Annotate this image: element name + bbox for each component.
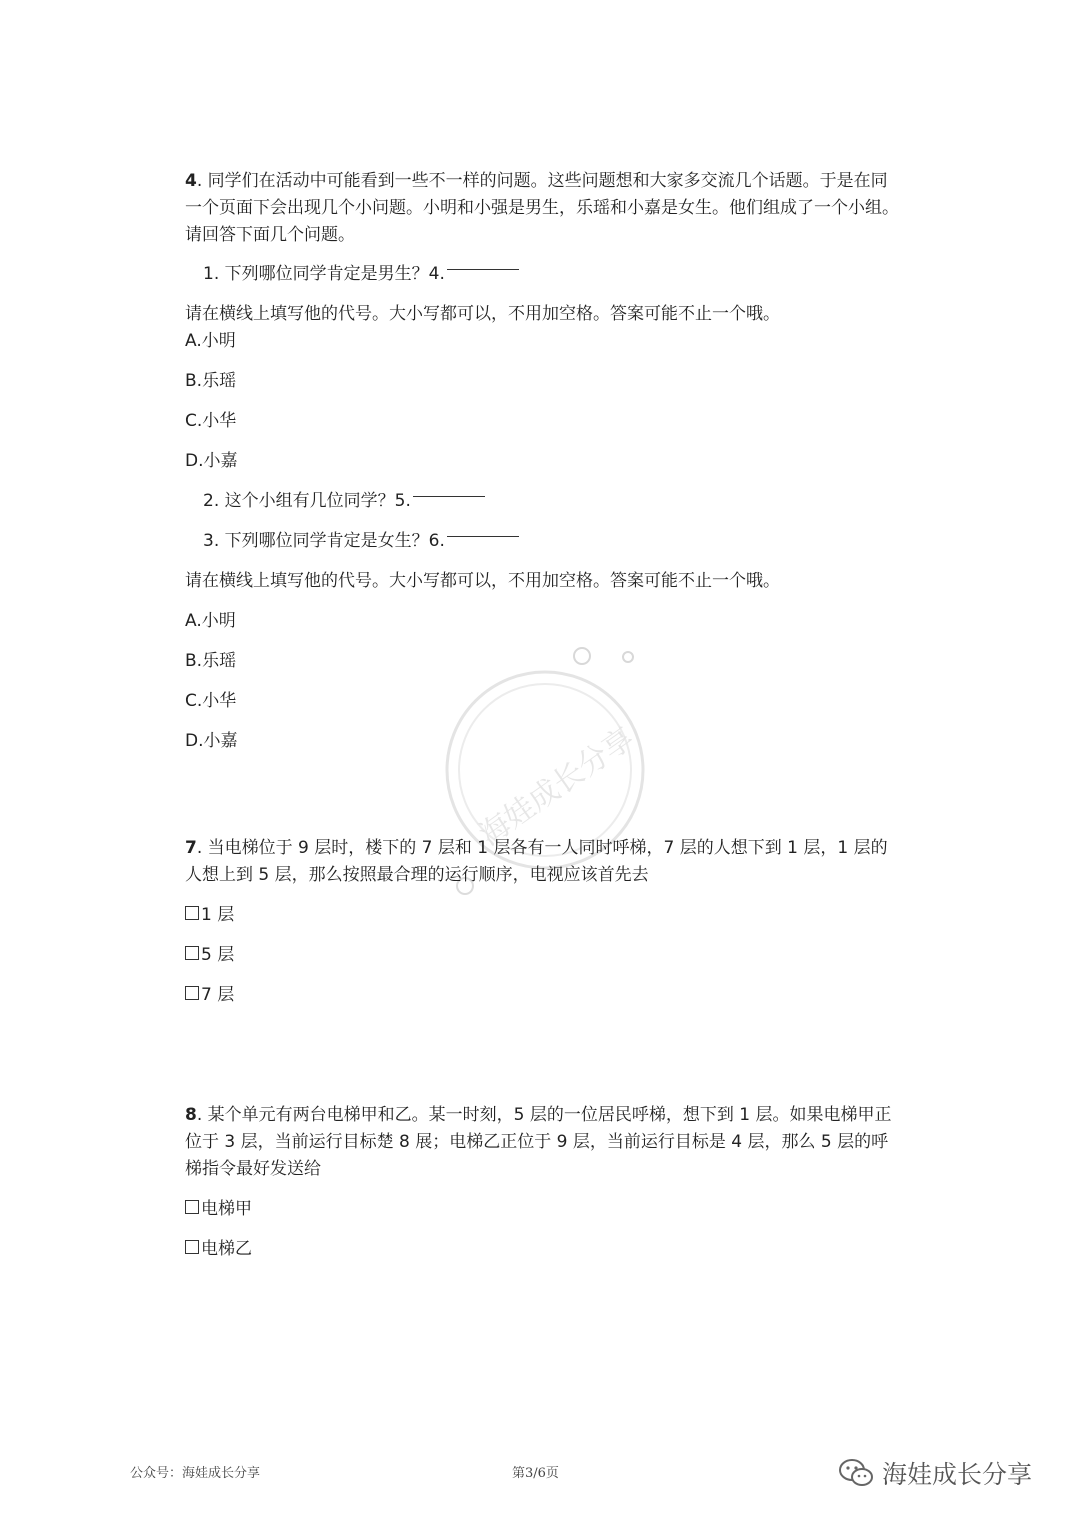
q8-option-1[interactable]: [185, 1198, 252, 1220]
q7-option-2-label: 5 层: [201, 945, 235, 965]
q7-option-1-label: 1 层: [201, 905, 235, 925]
q4-option-c1: C.小华: [185, 411, 237, 431]
q4-sub1-text: 1. 下列哪位同学肯定是男生？4.: [203, 264, 445, 284]
q4-sub2-blank[interactable]: [413, 496, 485, 497]
q4-sub3-blank[interactable]: [447, 536, 519, 537]
question-4-body: . 同学们在活动中可能看到一些不一样的问题。这些问题想和大家多交流几个话题。于是在同一个页面下会出现几个小问题。小明和小强是男生，乐瑶和小嘉是女生。他们组成了一个小组。请回答下面几个问题。: [185, 171, 899, 245]
question-4-number: 4: [185, 171, 197, 191]
q8-option-2-label: 电梯乙: [201, 1239, 252, 1259]
checkbox[interactable]: [185, 1200, 199, 1214]
checkbox[interactable]: [185, 906, 199, 920]
question-7-body: . 当电梯位于 9 层时，楼下的 7 层和 1 层各有一人同时呼梯，7 层的人想下到 1 层，1 层的人想上到 5 层，那么按照最合理的运行顺序，电视应该首先去: [185, 838, 888, 885]
q4-option-a3: A.小明: [185, 611, 236, 631]
q4-sub3: [203, 530, 519, 552]
q4-sub1-blank[interactable]: [447, 269, 519, 270]
q4-option-b3: B.乐瑶: [185, 651, 237, 671]
footer-account: 公众号：海娃成长分享: [130, 1466, 261, 1481]
question-8-text: [185, 1102, 900, 1183]
q4-option-b1: B.乐瑶: [185, 371, 237, 391]
page-number: 第3/6页: [512, 1466, 559, 1481]
q4-option-d1: D.小嘉: [185, 451, 238, 471]
q4-instruction1: 请在横线上填写他的代号。大小写都可以，不用加空格。答案可能不止一个哦。: [185, 304, 780, 324]
q7-option-1[interactable]: [185, 904, 234, 926]
checkbox[interactable]: [185, 946, 199, 960]
question-4-text: [185, 168, 900, 249]
watermark-text: 海娃成长分享: [472, 720, 641, 853]
q4-sub1: [203, 263, 519, 285]
q4-option-d3: D.小嘉: [185, 731, 238, 751]
question-8-body: . 某个单元有两台电梯甲和乙。某一时刻，5 层的一位居民呼梯，想下到 1 层。如果电梯甲正位于 3 层，当前运行目标楚 8 展；电梯乙正位于 9 层，当前运行目标是 4 层，那么 5 层的呼梯指令最好发送给: [185, 1105, 892, 1179]
brand-name: 海娃成长分享: [882, 1460, 1033, 1489]
q7-option-3-label: 7 层: [201, 985, 235, 1005]
q4-instruction3: 请在横线上填写他的代号。大小写都可以，不用加空格。答案可能不止一个哦。: [185, 571, 780, 591]
q4-option-a1: A.小明: [185, 331, 236, 351]
q4-sub2-text: 2. 这个小组有几位同学？5.: [203, 491, 411, 511]
q4-sub3-text: 3. 下列哪位同学肯定是女生？6.: [203, 531, 445, 551]
q7-option-2[interactable]: [185, 944, 234, 966]
question-7-text: [185, 835, 900, 889]
q4-sub2: [203, 490, 485, 512]
question-8-number: 8: [185, 1105, 197, 1125]
checkbox[interactable]: [185, 986, 199, 1000]
q8-option-1-label: 电梯甲: [201, 1199, 252, 1219]
checkbox[interactable]: [185, 1240, 199, 1254]
q7-option-3[interactable]: [185, 984, 234, 1006]
q8-option-2[interactable]: [185, 1238, 252, 1260]
q4-option-c3: C.小华: [185, 691, 237, 711]
question-7-number: 7: [185, 838, 197, 858]
wechat-icon: [838, 1458, 874, 1488]
brand-watermark: [838, 1455, 1032, 1491]
